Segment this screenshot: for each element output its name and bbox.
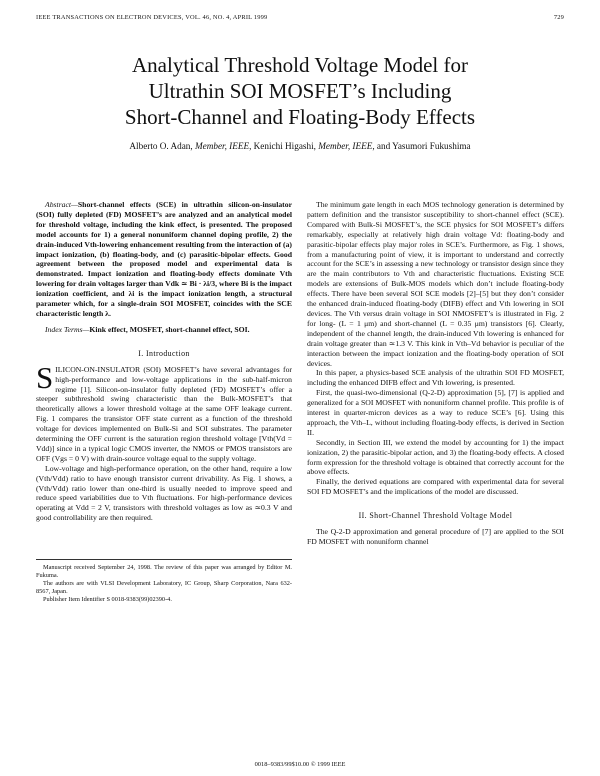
section-heading-model: II. Short-Channel Threshold Voltage Model: [358, 511, 513, 521]
author-1-role: Member, IEEE: [194, 141, 250, 151]
footnote-received: Manuscript received September 24, 1998. The review of this paper was arranged by Editor M. Fukuma.: [36, 564, 292, 580]
index-terms-text: Kink effect, MOSFET, short-channel effect, SOI.: [89, 324, 250, 334]
copyright-footer: 0018–9383/99$10.00 © 1999 IEEE: [254, 761, 346, 768]
title-line-3: Short-Channel and Floating-Body Effects: [124, 105, 476, 129]
abstract: [36, 200, 292, 319]
right-column: [307, 200, 564, 547]
right-paragraph-4: Secondly, in Section III, we extend the model by accounting for 1) the impact ionization, 2) the parasitic-bipolar action, and 3) the floating-body effects. A closed form expression for the threshold voltage is obtained that correctly account for the above effects.: [307, 437, 564, 477]
paper-title: [40, 52, 560, 130]
abstract-label: Abstract—: [45, 200, 78, 209]
right-paragraph-5: Finally, the derived equations are compared with experimental data for several SOI FD MOSFET’s and the implications of the model are discussed.: [307, 477, 564, 497]
index-terms-label: Index Terms—: [45, 324, 90, 334]
intro-paragraph-2: Low-voltage and high-performance operation, on the other hand, require a low (Vth/Vdd) ratio to have enough transistor current drivability. As Fig. 1 shows, a (Vth/Vdd) ratio lower than one-third is usually needed to improve speed and reduce speed variabilities due to Vth fluctuations. For high-performance devices operating at Vdd = 2 V, transistors with threshold voltages as low as ≃0.3 V and good controllability are then required.: [36, 463, 292, 523]
right-paragraph-1: The minimum gate length in each MOS technology generation is determined by pattern definition and the transistor susceptibility to short-channel effect (SCE). Compared with Bulk-Si MOSFET’s, the SCE physics for SOI MOSFET’s differs remarkably, especially at relatively high drain voltage Vd: floating-body and parasitic-bipolar effects play major roles in SCE’s. Furthermore, as Fig. 1 shows, from a manufacturing point of view, it is important to understand and correctly account for the SCE’s in assessing a new technology or transistor design since they are the main contributors to Vth and characteristic fluctuations. Existing SCE models are extensions of Bulk-MOS models which don’t include floating-body effects. There have been several SOI SCE models [2]–[5] but they don’t consider the enhanced drain-induced floating-body (DIFB) effect and Vth lowering in SOI devices. The Vth versus drain voltage in SOI NMOSFET’s is illustrated in Fig. 2 for long- (L = 1 μm) and short-channel (L = 0.35 μm) transistors [6]. Clearly, independent of the channel length, the drain-induced Vth lowering is enhanced for drain voltage greater than ≃1.3 V. This kink in Vth–Vd behavior is peculiar of the interaction between the impact ionization and the floating-body operation of SOI devices.: [307, 200, 564, 368]
right-paragraph-3: First, the quasi-two-dimensional (Q-2-D) approximation [5], [7] is applied and generalized for a SOI MOSFET with nonuniform channel profile. This profile is of interest in quarter-micron devices as a way to reduce SCE’s [6]. Using this approach, the Vth–L, without including floating-body effects, is derived in Section II.: [307, 388, 564, 437]
footnote-affiliation: The authors are with VLSI Development Laboratory, IC Group, Sharp Corporation, Nara 632-8567, Japan.: [36, 580, 292, 596]
author-3: , and Yasumori Fukushima: [372, 141, 471, 151]
author-line: [30, 141, 570, 151]
title-line-2: Ultrathin SOI MOSFET’s Including: [148, 79, 452, 103]
drop-cap: S: [36, 359, 54, 395]
right-paragraph-2: In this paper, a physics-based SCE analysis of the ultrathin SOI FD MOSFET, including the enhanced DIFB effect and Vth lowering, is presented.: [307, 368, 564, 388]
left-column: [36, 200, 292, 604]
intro-paragraph-1: [36, 359, 292, 464]
author-2-role: Member, IEEE: [318, 141, 373, 151]
footnote-identifier: Publisher Item Identifier S 0018-9383(99)02390-4.: [43, 596, 172, 604]
abstract-text: Short-channel effects (SCE) in ultrathin silicon-on-insulator (SOI) fully depleted (FD) MOSFET’s are analyzed and an analytical model for threshold voltage, including the kink effect, is presented. The proposed model accounts for 1) a general nonuniform channel doping profile, 2) the drain-induced Vth-lowering enhancement resulting from the interaction of (a) impact ionization, (b) floating-body, and (c) parasitic-bipolar effects. Good agreement between the proposed model and experimental data is demonstrated. Impact ionization and floating-body effects dominate Vth lowering for drain voltages larger than Vdk ≃ Bi · λi/3, where Bi is the impact ionization coefficient, and λi is the impact ionization length, a structural parameter which, for a single-drain SOI MOSFET, coincides with the SCE characteristic length λ.: [36, 200, 292, 318]
author-2: , Kenichi Higashi,: [249, 141, 316, 151]
footnote-rule: [36, 559, 292, 560]
footnote: [36, 564, 292, 604]
right-paragraph-6: The Q-2-D approximation and general procedure of [7] are applied to the SOI FD MOSFET with nonuniform channel: [307, 527, 564, 546]
intro-p1-text: ILICON-ON-INSULATOR (SOI) MOSFET’s have several advantages for high-performance and low-voltage applications in the sub-half-micron regime [1]. Silicon-on-insulator fully depleted (FD) MOSFET’s offer a steeper subthreshold swing characteristic than the Bulk-MOSFET’s that theoretically allows a lower threshold voltage at the same OFF leakage current. Fig. 1 compares the transistor OFF state current as a function of the threshold voltage for devices implemented on Bulk-Si and SOI substrates. The parameter determining the OFF current is the saturation region threshold voltage [Vth(Vd = Vdd)] since in a typical logic CMOS inverter, the NMOS or PMOS transistors are OFF (Vgs = 0 V) with drain-source voltage equal to the supply voltage.: [36, 364, 292, 463]
page-number: 729: [553, 14, 564, 21]
author-1: Alberto O. Adan,: [129, 141, 193, 151]
running-header: [36, 14, 564, 21]
index-terms: [36, 325, 292, 335]
section-heading-introduction: I. Introduction: [138, 348, 190, 358]
title-line-1: Analytical Threshold Voltage Model for: [132, 53, 468, 77]
journal-line: IEEE TRANSACTIONS ON ELECTRON DEVICES, VOL. 46, NO. 4, APRIL 1999: [36, 14, 268, 21]
